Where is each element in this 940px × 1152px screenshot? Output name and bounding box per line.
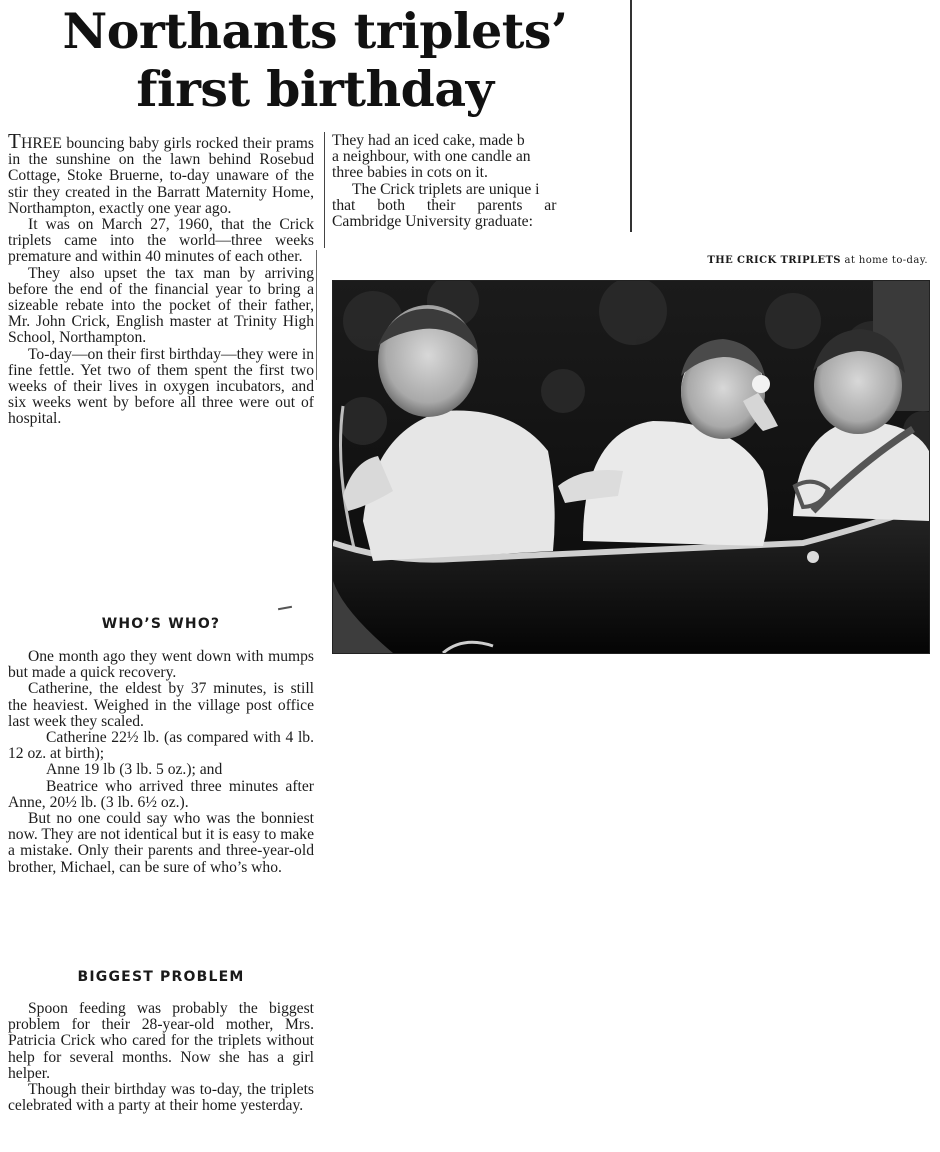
article-paragraph: They also upset the tax man by arriving before the end of the financial year to bring a sizeable rebate into the pocket of their father, Mr. John Crick, English master at Trinity High School, Northampton. — [8, 264, 314, 347]
article-line: They had an iced cake, made b — [332, 133, 525, 149]
article-paragraph: THREE bouncing baby girls rocked their prams in the sunshine on the lawn behind Rosebud Cottage, Stoke Bruerne, to-day unaware of the stir they created in the Barratt Maternity Home, Northampton, exactly one year ago. — [8, 129, 314, 217]
caption-name: THE CRICK TRIPLETS — [707, 255, 841, 266]
article-paragraph: Beatrice who arrived three minutes after Anne, 20½ lb. (3 lb. 6½ oz.). — [8, 777, 314, 811]
headline — [0, 2, 630, 118]
article-column-1 — [8, 129, 314, 428]
subheading-biggest-problem: BIGGEST PROBLEM — [77, 969, 245, 985]
clipping-edge — [630, 0, 632, 232]
photo-caption — [332, 255, 928, 266]
article-paragraph: Spoon feeding was probably the biggest problem for their 28-year-old mother, Mrs. Patricia Crick who cared for the triplets without help for several months. Now she has a girl helper. — [8, 1000, 314, 1082]
subheading-whos-who: WHO’S WHO? — [101, 616, 221, 632]
article-paragraph: To-day—on their first birthday—they were in fine fettle. Yet two of them spent the first two weeks of their lives in oxygen incubators, and six weeks went by before all three were out of hospital. — [8, 345, 314, 428]
photo-illustration — [333, 281, 929, 653]
print-mark — [278, 606, 292, 610]
article-paragraph: One month ago they went down with mumps but made a quick recovery. — [8, 648, 314, 682]
article-line: The Crick triplets are unique i — [352, 180, 540, 198]
article-line: three babies in cots on it. — [332, 164, 488, 182]
caption-text: at home to-day. — [840, 255, 928, 266]
article-paragraph: Anne 19 lb (3 lb. 5 oz.); and — [46, 761, 223, 779]
article-column-1-section-2 — [8, 649, 314, 876]
article-paragraph: Catherine 22½ lb. (as compared with 4 lb. 12 oz. at birth); — [8, 729, 314, 763]
article-line: Cambridge University graduate: — [332, 213, 533, 231]
triplets-photo — [333, 281, 929, 653]
article-paragraph: Though their birthday was to-day, the triplets celebrated with a party at their home yesterday. — [8, 1081, 314, 1115]
article-line: that both their parents ar — [332, 196, 557, 214]
drop-cap: T — [8, 129, 22, 153]
article-line: a neighbour, with one candle an — [332, 148, 531, 166]
article-paragraph: But no one could say who was the bonniest now. They are not identical but it is easy to make a mistake. Only their parents and three-year-old brother, Michael, can be sure of who’s who. — [8, 810, 314, 876]
article-paragraph: Catherine, the eldest by 37 minutes, is still the heaviest. Weighed in the village post office last week they scaled. — [8, 680, 314, 730]
headline-line-2: first birthday — [136, 60, 494, 118]
headline-line-1: Northants triplets’ — [62, 2, 568, 60]
article-column-2 — [332, 133, 628, 230]
column-rule — [324, 132, 325, 248]
article-column-1-section-3 — [8, 1001, 314, 1114]
column-rule-lower — [316, 250, 317, 380]
article-paragraph: It was on March 27, 1960, that the Crick triplets came into the world—three weeks premature and within 40 minutes of each other. — [8, 216, 314, 266]
